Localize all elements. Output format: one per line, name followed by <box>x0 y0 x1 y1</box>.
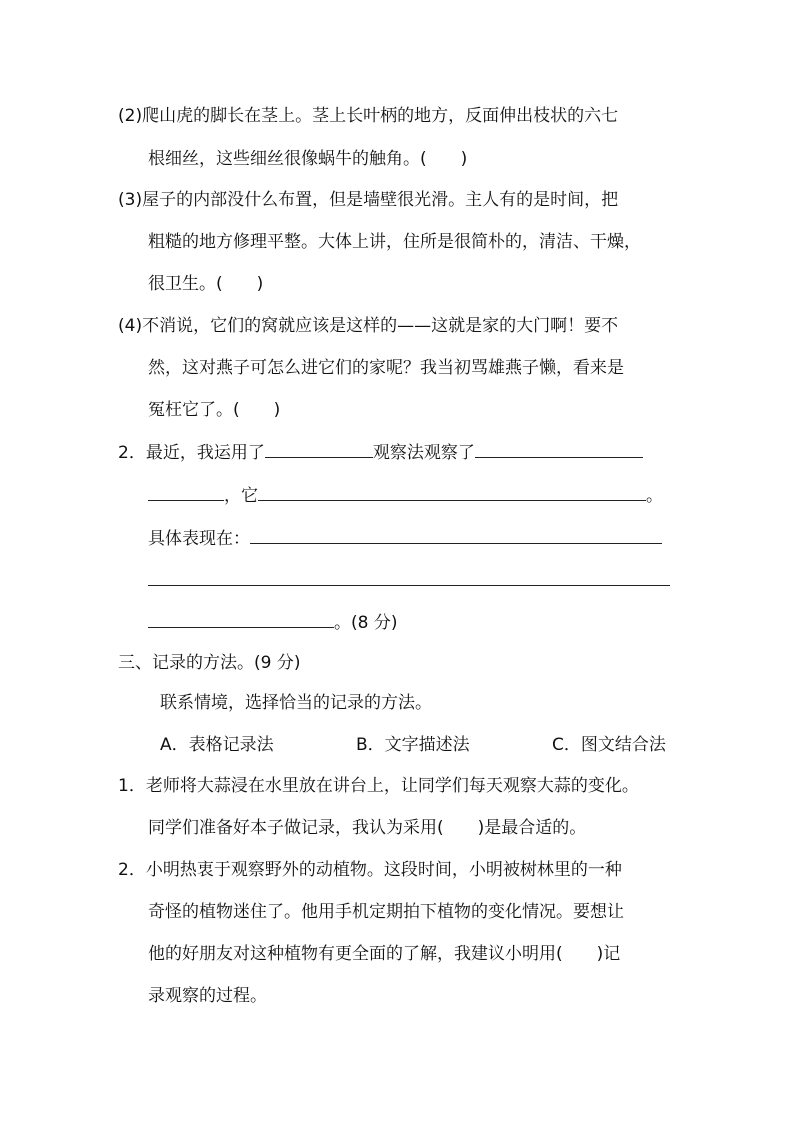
option-c: C．图文结合法 <box>552 735 666 755</box>
option-a: A．表格记录法 <box>160 735 274 755</box>
s3q2-text-1: 小明热衷于观察野外的动植物。这段时间，小明被树林里的一种 <box>145 860 622 880</box>
item2-text-4: 。 <box>646 486 663 506</box>
q3-line-1: (3)屋子的内部没什么布置，但是墙壁很光滑。主人有的是时间，把 <box>118 190 619 210</box>
s3q2-line-3: 他的好朋友对这种植物有更全面的了解，我建议小明用( )记 <box>148 944 621 964</box>
performance-blank-1[interactable] <box>250 526 662 544</box>
q2-line-2: 根细丝，这些细丝很像蜗牛的触角。( ) <box>148 149 468 169</box>
item2-line-3 <box>148 526 662 551</box>
item2-line-1 <box>118 440 643 465</box>
s3q1-number: 1． <box>118 776 146 796</box>
option-b: B．文字描述法 <box>356 735 470 755</box>
s3q2-number: 2． <box>118 860 146 880</box>
item2-text-3: ，它 <box>224 486 258 506</box>
q3-line-2: 粗糙的地方修理平整。大体上讲，住所是很简朴的，清洁、干燥， <box>148 232 641 252</box>
object-blank-1[interactable] <box>475 440 643 458</box>
item2-line-5 <box>148 610 397 635</box>
s3q2-line-1 <box>118 858 622 882</box>
object-blank-2[interactable] <box>148 483 224 501</box>
s3q1-line-1 <box>118 774 639 798</box>
item2-score: 。(8 分) <box>334 613 398 633</box>
item2-number: 2． <box>118 443 146 463</box>
item2-line-4 <box>148 568 670 593</box>
s3q1-text-1: 老师将大蒜浸在水里放在讲台上，让同学们每天观察大蒜的变化。 <box>145 776 639 796</box>
section3-instruction: 联系情境，选择恰当的记录的方法。 <box>160 693 432 713</box>
s3q1-line-2: 同学们准备好本子做记录，我认为采用( )是最合适的。 <box>148 818 587 838</box>
q4-line-2: 然，这对燕子可怎么进它们的家呢？我当初骂雄燕子懒，看来是 <box>148 358 624 378</box>
item2-text-2: 观察法观察了 <box>372 443 475 463</box>
q3-line-3: 很卫生。( ) <box>148 274 264 294</box>
q2-line-1: (2)爬山虎的脚长在茎上。茎上长叶柄的地方，反面伸出枝状的六七 <box>118 106 619 126</box>
item2-text-1: 最近，我运用了 <box>145 443 265 463</box>
item2-line-2 <box>148 483 663 508</box>
description-blank[interactable] <box>258 483 646 501</box>
s3q2-line-4: 录观察的过程。 <box>148 986 267 1006</box>
q4-line-3: 冤枉它了。( ) <box>148 400 281 420</box>
method-blank[interactable] <box>265 440 373 458</box>
performance-blank-3[interactable] <box>148 610 334 628</box>
section3-title: 三、记录的方法。(9 分) <box>118 653 301 673</box>
q4-line-1: (4)不消说，它们的窝就应该是这样的——这就是家的大门啊！要不 <box>118 316 619 336</box>
performance-blank-2[interactable] <box>148 568 670 586</box>
s3q2-line-2: 奇怪的植物迷住了。他用手机定期拍下植物的变化情况。要想让 <box>148 902 624 922</box>
item2-text-5: 具体表现在： <box>148 529 250 549</box>
